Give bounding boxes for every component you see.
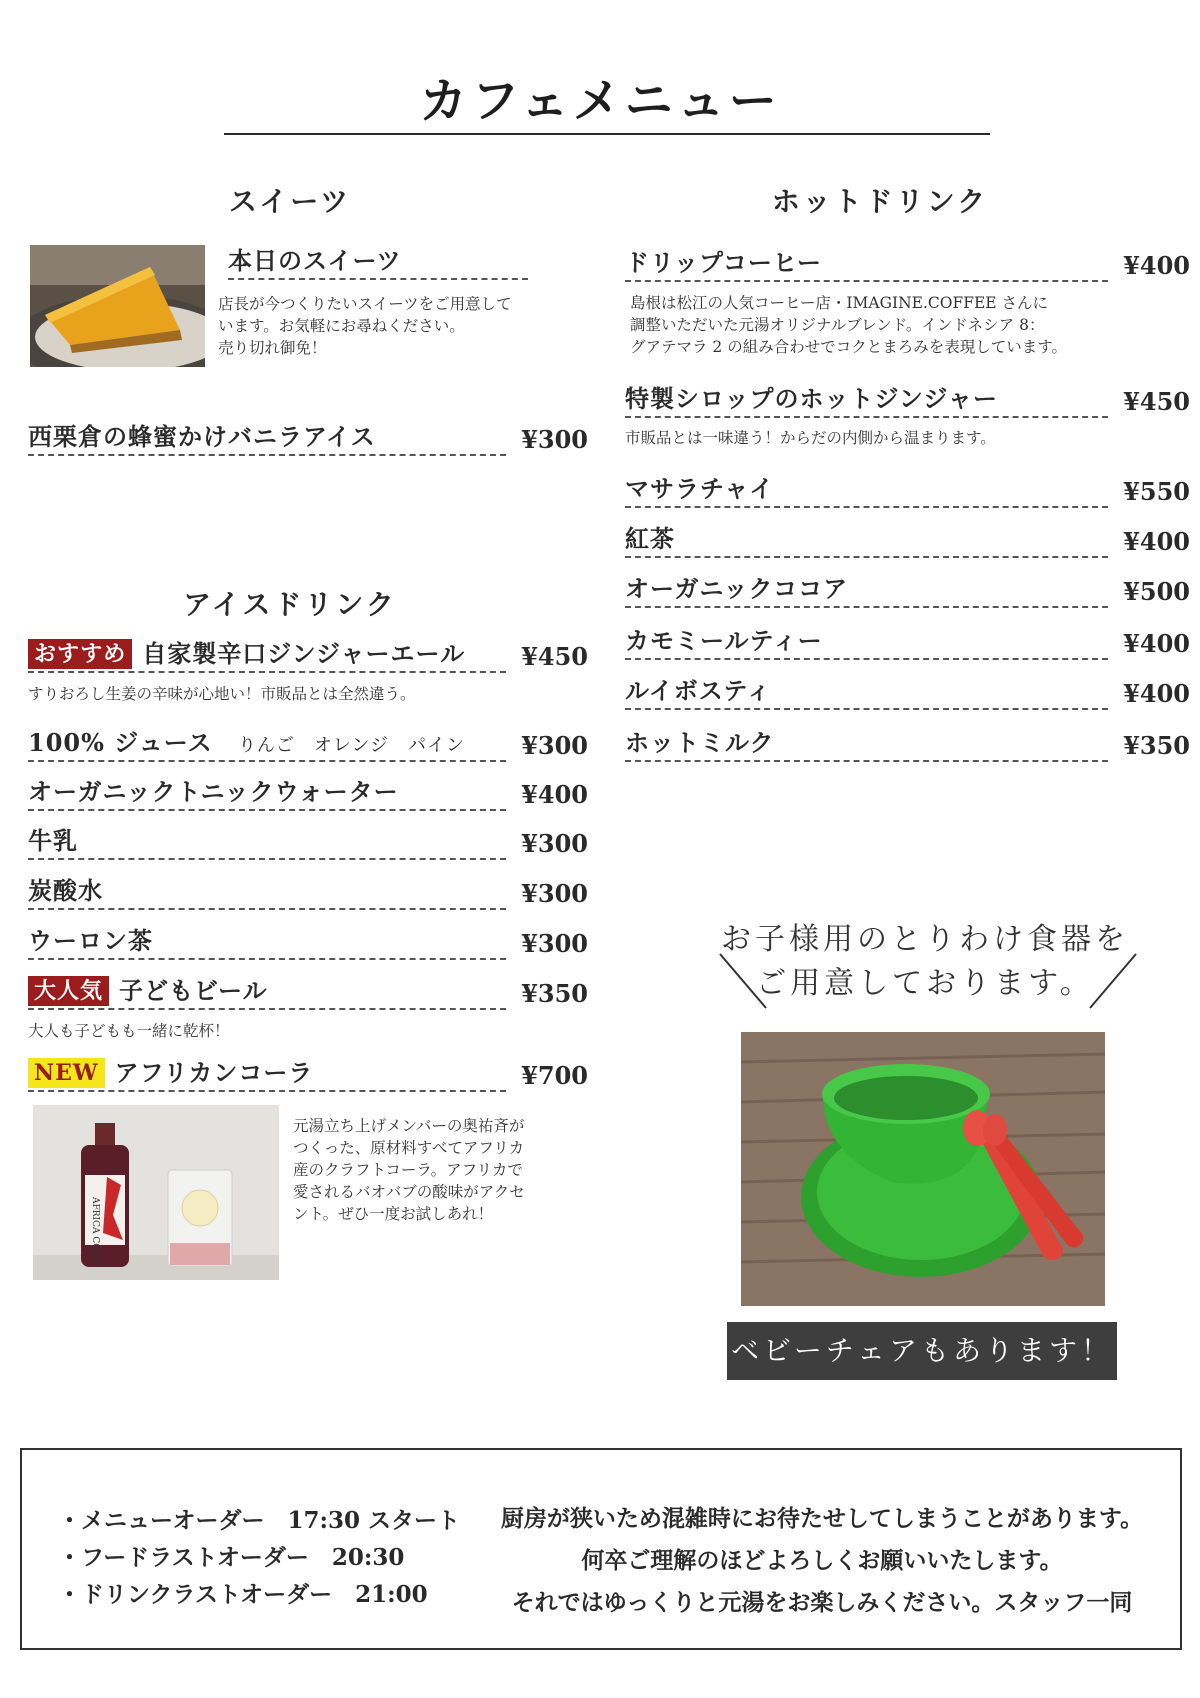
item-price: ¥400 (1123, 251, 1190, 280)
item-price: ¥300 (521, 731, 588, 760)
juice-options: りんご オレンジ パイン (237, 735, 466, 756)
ginger-ale-desc: すりおろし生姜の辛味が心地い！市販品とは全然違う。 (28, 685, 416, 703)
item-name: ホットミルク (625, 723, 1108, 762)
message-line: それではゆっくりと元湯をお楽しみください。スタッフ一同 (511, 1589, 1133, 1616)
menu-item-masala-chai (625, 468, 1190, 508)
hot-ginger-desc: 市販品とは一味違う！からだの内側から温まります。 (625, 429, 996, 447)
menu-item-chamomile (625, 620, 1190, 660)
menu-item-juice (28, 722, 588, 762)
item-name-wrap (28, 1053, 506, 1092)
menu-item-hot-ginger (625, 378, 1190, 418)
notice-message (482, 1498, 1162, 1624)
desc-line: 調整いただいた元湯オリジナルブレンド。インドネシア 8： (630, 316, 1045, 334)
kids-line-1: お子様用のとりわけ食器を (721, 922, 1129, 957)
menu-item-africa-cola (28, 1052, 588, 1092)
item-price: ¥400 (1123, 629, 1190, 658)
menu-item-today-sweets (228, 240, 528, 280)
desc-line: グアテマラ 2 の組み合わせでコクとまろみを表現しています。 (630, 338, 1067, 356)
item-name: ドリップコーヒー (625, 243, 1108, 282)
baby-chair-banner: ベビーチェアもあります！ (727, 1322, 1117, 1380)
popular-badge: 大人気 (28, 976, 109, 1006)
today-sweets-desc (218, 293, 598, 359)
item-name: 紅茶 (625, 519, 1108, 558)
message-line: 何卒ご理解のほどよろしくお願いいたします。 (581, 1547, 1063, 1574)
menu-item-rooibos (625, 670, 1190, 710)
item-price: ¥300 (521, 425, 588, 454)
item-price: ¥400 (1123, 679, 1190, 708)
item-price: ¥700 (521, 1061, 588, 1090)
item-name: アフリカンコーラ (114, 1058, 314, 1087)
menu-item-kids-beer (28, 970, 588, 1010)
desc-line: 売り切れ御免！ (218, 339, 327, 357)
menu-item-hot-milk (625, 722, 1190, 762)
item-name: オーガニックトニックウォーター (28, 772, 506, 811)
africa-cola-photo (33, 1105, 279, 1280)
hours-line: ・メニューオーダー 17:30 スタート (58, 1507, 461, 1534)
desc-line: 元湯立ち上げメンバーの奥祐斉が (293, 1117, 525, 1135)
desc-line: 愛されるバオバブの酸味がアクセ (293, 1183, 525, 1201)
recommend-badge: おすすめ (28, 639, 132, 669)
item-price: ¥350 (521, 979, 588, 1008)
kids-beer-desc: 大人も子どもも一緒に乾杯！ (28, 1022, 230, 1040)
item-price: ¥500 (1123, 577, 1190, 606)
title-divider (224, 133, 990, 135)
new-badge: NEW (28, 1058, 105, 1088)
item-name: 自家製辛口ジンジャーエール (142, 639, 466, 668)
desc-line: つくった、原材料すべてアフリカ (293, 1139, 525, 1157)
hours-line: ・ドリンクラストオーダー 21:00 (58, 1581, 428, 1608)
desc-line: 産のクラフトコーラ。アフリカで (293, 1161, 523, 1179)
item-name: オーガニックココア (625, 569, 1108, 608)
desc-line: 島根は松江の人気コーヒー店・IMAGINE.COFFEE さんに (630, 294, 1049, 312)
kids-tableware-photo (741, 1032, 1105, 1306)
message-line: 厨房が狭いため混雑時にお待たせしてしまうことがあります。 (500, 1505, 1144, 1532)
item-name: 牛乳 (28, 821, 506, 860)
desc-line: 店長が今つくりたいスイーツをご用意して (218, 295, 512, 313)
menu-item-black-tea (625, 518, 1190, 558)
item-name: マサラチャイ (625, 469, 1108, 508)
menu-item-ginger-ale (28, 633, 588, 673)
item-price: ¥450 (1123, 387, 1190, 416)
item-name-wrap (28, 634, 506, 673)
drip-coffee-desc (630, 292, 1190, 358)
desc-line: ント。ぜひ一度お試しあれ！ (293, 1205, 494, 1223)
page-title: カフェメニュー (419, 73, 781, 129)
menu-item-drip-coffee (625, 242, 1190, 282)
item-price: ¥300 (521, 879, 588, 908)
kids-line-2: ご用意しております。 (756, 966, 1094, 1001)
desc-line: います。お気軽にお尋ねください。 (218, 317, 465, 335)
africa-cola-desc (293, 1115, 593, 1225)
item-name: 本日のスイーツ (228, 241, 528, 280)
item-price: ¥550 (1123, 477, 1190, 506)
speech-lines-decoration (718, 952, 1138, 1012)
menu-item-milk (28, 820, 588, 860)
item-price: ¥400 (521, 780, 588, 809)
item-price: ¥400 (1123, 527, 1190, 556)
item-name: 100% ジュース (28, 728, 213, 757)
item-price: ¥350 (1123, 731, 1190, 760)
item-name: ウーロン茶 (28, 921, 506, 960)
item-name-wrap (28, 971, 506, 1010)
menu-item-tonic (28, 771, 588, 811)
item-price: ¥300 (521, 829, 588, 858)
order-hours (58, 1502, 498, 1613)
item-price: ¥300 (521, 929, 588, 958)
sweets-heading: スイーツ (228, 185, 352, 218)
item-name: 西栗倉の蜂蜜かけバニラアイス (28, 417, 506, 456)
menu-item-vanilla (28, 416, 588, 456)
item-name: 炭酸水 (28, 871, 506, 910)
item-name: 特製シロップのホットジンジャー (625, 379, 1108, 418)
menu-item-soda (28, 870, 588, 910)
menu-item-cocoa (625, 568, 1190, 608)
menu-item-oolong (28, 920, 588, 960)
item-price: ¥450 (521, 642, 588, 671)
hours-line: ・フードラストオーダー 20:30 (58, 1544, 405, 1571)
item-name: カモミールティー (625, 621, 1108, 660)
notice-box (20, 1448, 1182, 1650)
sweets-photo (30, 245, 205, 367)
bottle-label-text: AFRICA COLA (90, 1197, 100, 1264)
item-name-wrap (28, 723, 506, 762)
item-name: 子どもビール (119, 976, 268, 1005)
item-name: ルイボスティ (625, 671, 1108, 710)
ice-heading: アイスドリンク (183, 588, 397, 621)
hot-heading: ホットドリンク (771, 185, 989, 218)
